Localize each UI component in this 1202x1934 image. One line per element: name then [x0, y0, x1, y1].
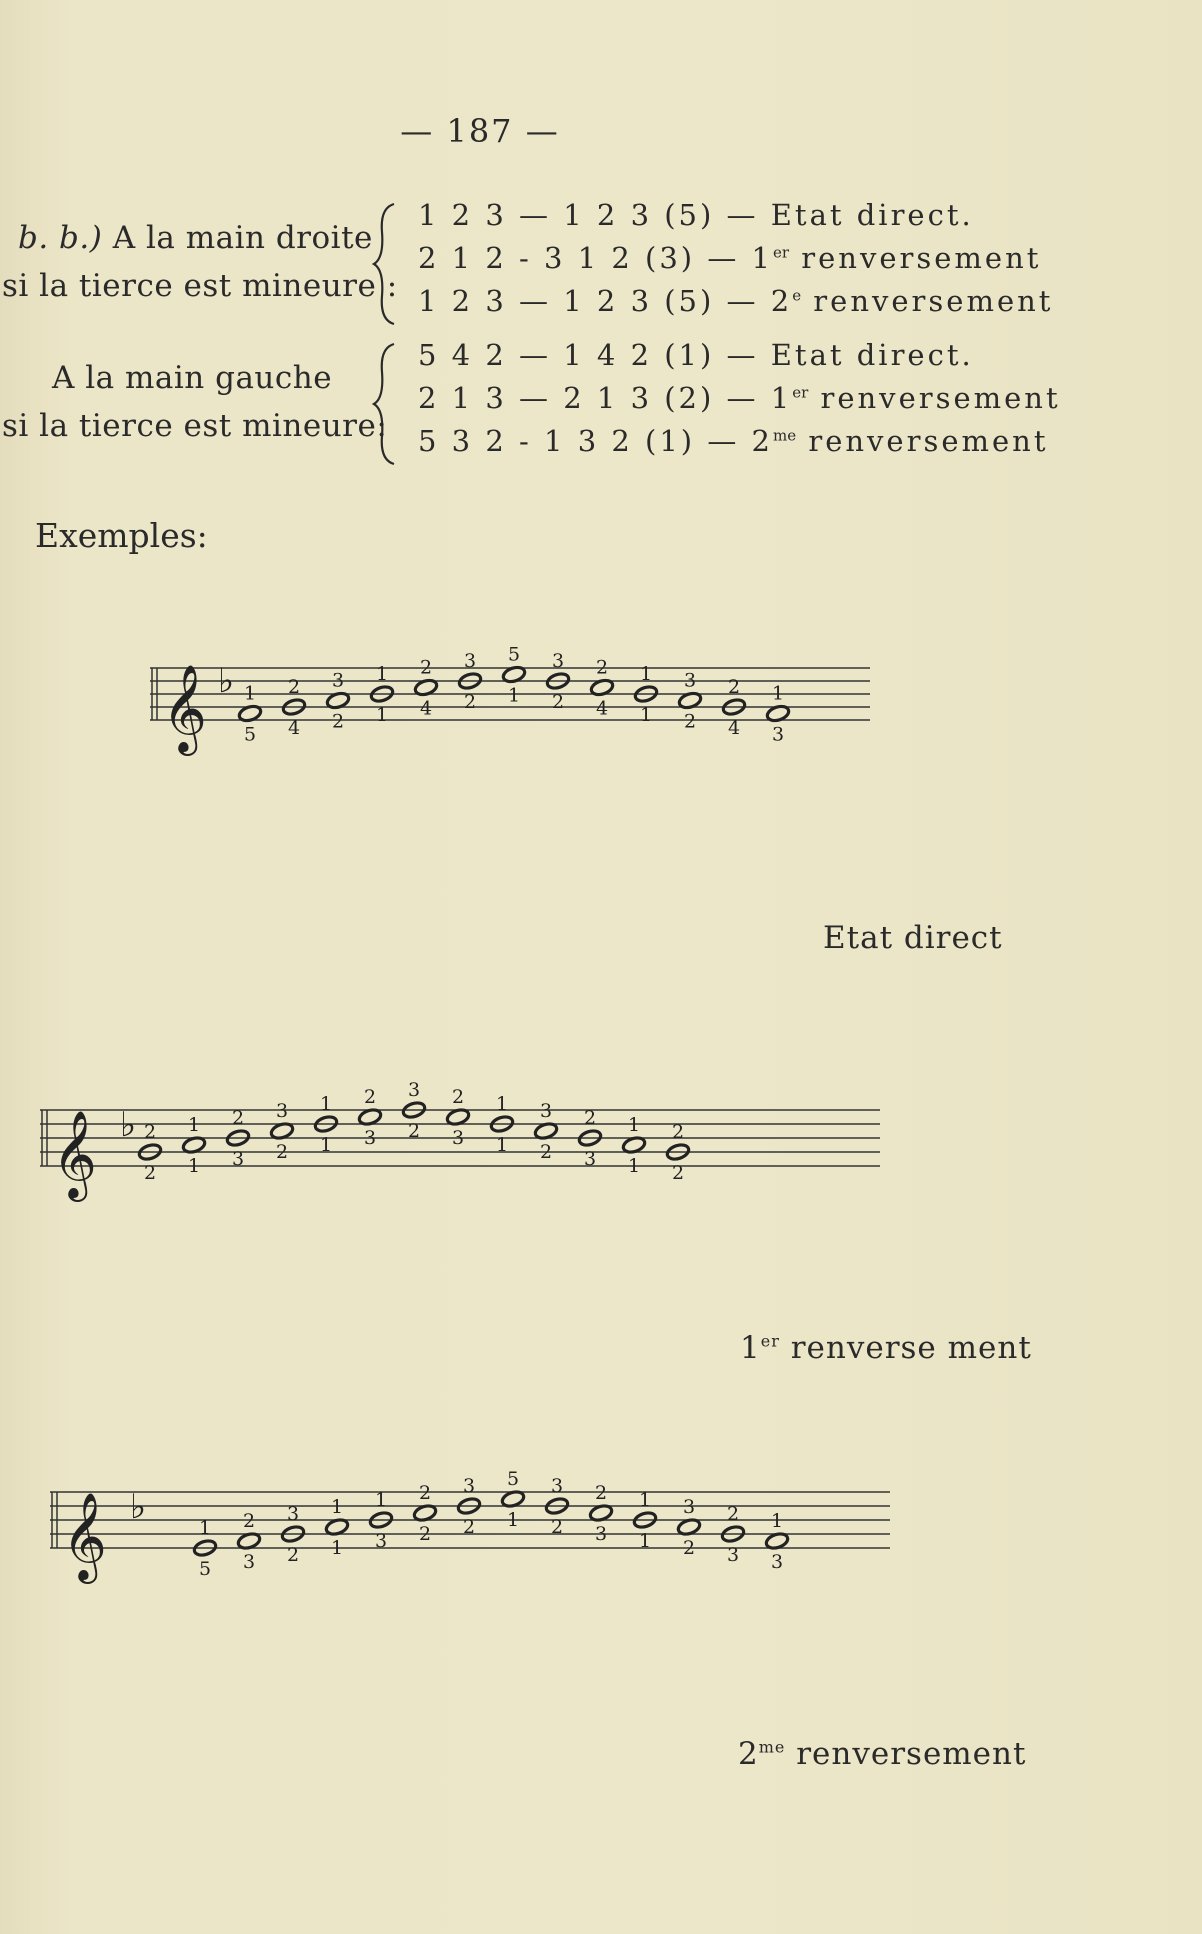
right-hand-label-line2: si la tierce est mineure :: [2, 268, 398, 304]
fingering-lower: 1: [506, 1509, 520, 1531]
fingering-upper: 2: [671, 1121, 685, 1143]
left-hand-label-line1: A la main gauche: [52, 360, 333, 396]
fingering-lower: 1: [507, 684, 521, 707]
treble-clef-icon: 𝄞: [62, 1491, 107, 1580]
fingering-lower: 1: [375, 704, 389, 726]
fingering-lower: 3: [231, 1148, 245, 1170]
fingering-upper: 2: [143, 1121, 157, 1143]
fingering-lower: 4: [727, 717, 741, 739]
fingering-upper: 1: [639, 663, 653, 685]
fingering-lower: 1: [638, 1530, 652, 1552]
flat-icon: ♭: [120, 1105, 137, 1145]
right-hand-row-1: 1 2 3 — 1 2 3 (5) — Etat direct.: [418, 198, 974, 232]
left-hand-brace: [372, 342, 402, 466]
fingering-upper: 1: [627, 1114, 641, 1136]
right-hand-label: A la main droite: [112, 220, 373, 256]
examples-heading: Exemples:: [35, 516, 208, 555]
fingering-upper: 2: [287, 676, 301, 698]
fingering-lower: 4: [287, 717, 301, 739]
fingering-upper: 1: [330, 1496, 344, 1518]
fingering-lower: 1: [330, 1537, 344, 1559]
fingering-lower: 5: [243, 723, 257, 746]
fingering-upper: 3: [539, 1100, 553, 1122]
treble-clef-icon: 𝄞: [52, 1109, 97, 1198]
fingering-upper: 5: [507, 643, 521, 666]
right-hand-label-line1: [18, 220, 373, 256]
fingering-upper: 5: [506, 1468, 520, 1490]
whole-note: [590, 657, 615, 720]
fingering-upper: 1: [375, 663, 389, 685]
fingering-upper: 3: [463, 650, 477, 672]
fingering-lower: 1: [187, 1155, 201, 1177]
fingering-lower: 1: [495, 1134, 509, 1156]
right-hand-row-3: 1 2 3 — 1 2 3 (5) — 2e renversement: [418, 284, 1054, 318]
fingering-upper: 1: [374, 1489, 388, 1511]
caption-2me-renversement: $2^{me}$ renversement: [738, 1736, 1027, 1772]
fingering-lower: 2: [331, 710, 345, 733]
whole-note: [446, 1086, 471, 1149]
fingering-lower: 3: [583, 1148, 597, 1170]
left-hand-row-2: 2 1 3 — 2 1 3 (2) — 1er renversement: [418, 381, 1061, 415]
fingering-lower: 2: [463, 691, 477, 713]
flat-icon: ♭: [218, 661, 235, 701]
fingering-upper: 1: [243, 682, 257, 705]
fingering-upper: 1: [638, 1489, 652, 1511]
whole-note: [501, 1468, 526, 1531]
fingering-lower: 4: [419, 697, 433, 720]
caption-etat-direct: Etat direct: [823, 920, 1003, 956]
fingering-lower: 3: [363, 1127, 377, 1149]
example-staff-etat-direct: [150, 590, 880, 810]
fingering-lower: 3: [451, 1127, 465, 1149]
fingering-upper: 3: [407, 1079, 421, 1101]
whole-note: [678, 670, 703, 733]
fingering-lower: 2: [551, 691, 565, 713]
fingering-lower: 2: [407, 1120, 421, 1142]
example-staff-1er-renversement: [40, 1010, 890, 1240]
fingering-upper: 1: [771, 682, 785, 705]
example-staff-2me-renversement: [50, 1410, 900, 1660]
fingering-upper: 3: [550, 1475, 564, 1497]
section-marker: b. b.): [18, 220, 103, 256]
page-number: — 187 —: [400, 112, 560, 150]
fingering-lower: 2: [550, 1516, 564, 1538]
fingering-lower: 4: [595, 697, 609, 720]
fingering-upper: 2: [451, 1086, 465, 1108]
caption-1er-renversement: 1er renverse ment: [740, 1330, 1032, 1366]
fingering-lower: 3: [771, 723, 785, 746]
fingering-upper: 1: [495, 1093, 509, 1115]
right-hand-row-2: 2 1 2 - 3 1 2 (3) — 1er renversement: [418, 241, 1042, 275]
fingering-lower: 2: [671, 1162, 685, 1184]
flat-icon: ♭: [130, 1487, 147, 1527]
fingering-upper: 3: [683, 669, 697, 692]
fingering-lower: 2: [143, 1162, 157, 1184]
whole-note: [766, 683, 791, 746]
fingering-upper: 1: [770, 1510, 784, 1532]
fingering-upper: 3: [462, 1475, 476, 1497]
fingering-lower: 3: [726, 1544, 740, 1566]
fingering-upper: 1: [198, 1517, 212, 1539]
left-hand-row-1: 5 4 2 — 1 4 2 (1) — Etat direct.: [418, 338, 974, 372]
whole-note: [326, 670, 351, 733]
fingering-upper: 2: [242, 1510, 256, 1532]
whole-note: [358, 1086, 383, 1149]
fingering-lower: 2: [462, 1516, 476, 1538]
treble-clef-icon: 𝄞: [162, 663, 207, 752]
fingering-upper: 3: [682, 1496, 696, 1518]
fingering-upper: 2: [231, 1107, 245, 1129]
left-hand-label-line2: si la tierce est mineure:: [2, 408, 388, 444]
fingering-upper: 2: [419, 656, 433, 679]
fingering-lower: 2: [539, 1141, 553, 1163]
right-hand-brace: [372, 202, 402, 326]
fingering-lower: 2: [418, 1523, 432, 1545]
fingering-lower: 1: [319, 1134, 333, 1156]
fingering-upper: 3: [275, 1100, 289, 1122]
fingering-upper: 1: [319, 1093, 333, 1115]
fingering-lower: 2: [682, 1537, 696, 1559]
fingering-upper: 3: [551, 650, 565, 672]
whole-note: [238, 683, 263, 746]
fingering-lower: 5: [198, 1558, 212, 1580]
fingering-lower: 3: [770, 1551, 784, 1573]
fingering-lower: 1: [639, 704, 653, 726]
fingering-upper: 2: [594, 1482, 608, 1504]
fingering-lower: 2: [275, 1141, 289, 1163]
fingering-lower: 3: [374, 1530, 388, 1552]
fingering-lower: 3: [594, 1523, 608, 1545]
fingering-upper: 3: [286, 1503, 300, 1525]
fingering-upper: 2: [363, 1086, 377, 1108]
fingering-upper: 2: [418, 1482, 432, 1504]
fingering-upper: 2: [583, 1107, 597, 1129]
fingering-lower: 2: [286, 1544, 300, 1566]
fingering-upper: 2: [727, 676, 741, 698]
fingering-lower: 3: [242, 1551, 256, 1573]
fingering-upper: 1: [187, 1114, 201, 1136]
fingering-upper: 2: [595, 656, 609, 679]
fingering-upper: 2: [726, 1503, 740, 1525]
whole-note: [502, 644, 527, 707]
fingering-lower: 2: [683, 710, 697, 733]
fingering-upper: 3: [331, 669, 345, 692]
whole-note: [414, 657, 439, 720]
fingering-lower: 1: [627, 1155, 641, 1177]
left-hand-row-3: 5 3 2 - 1 3 2 (1) — $2^{me}$ renversement: [418, 424, 1049, 458]
